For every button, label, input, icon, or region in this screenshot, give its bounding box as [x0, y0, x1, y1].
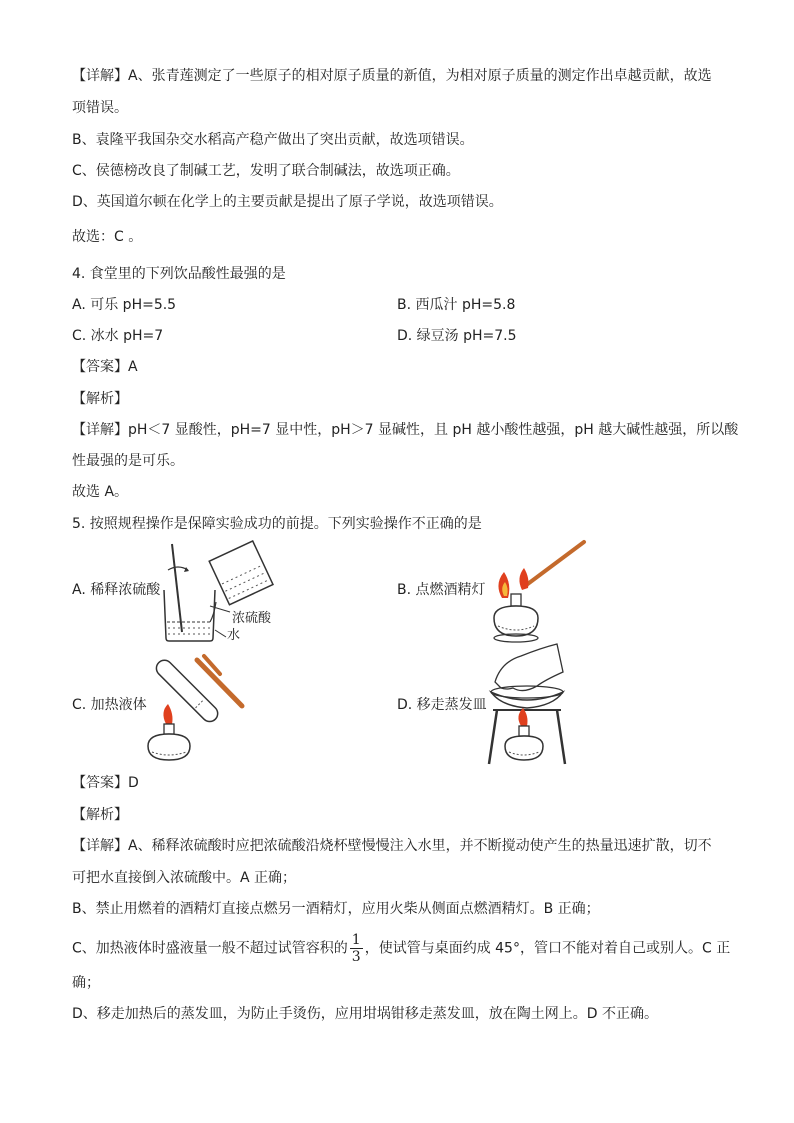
- q5-analysis-heading: 【解析】: [72, 807, 128, 823]
- figure-heat-liquid: [142, 648, 247, 763]
- lamp-wick-holder: [511, 594, 521, 606]
- text-line: 【详解】A、张青莲测定了一些原子的相对原子质量的新值，为相对原子质量的测定作出卓越贡献，故选: [72, 68, 712, 84]
- q4-option-d: D. 绿豆汤 pH=7.5: [397, 328, 517, 344]
- q5-option-d: D. 移走蒸发皿: [397, 697, 487, 713]
- q4-option-c: C. 冰水 pH=7: [72, 328, 164, 344]
- text-line: 【详解】pH＜7 显酸性，pH=7 显中性，pH＞7 显碱性，且 pH 越小酸性越强，pH 越大碱性越强，所以酸: [72, 422, 739, 438]
- text-line: 确；: [72, 975, 100, 991]
- text-segment: C、加热液体时盛液量一般不超过试管容积的: [72, 940, 348, 957]
- text-line: D、移走加热后的蒸发皿，为防止手烫伤，应用坩埚钳移走蒸发皿，放在陶土网上。D 不正确。: [72, 1006, 659, 1022]
- text-line: C、侯德榜改良了制碱工艺，发明了联合制碱法，故选项正确。: [72, 163, 460, 179]
- question-5-stem: 5. 按照规程操作是保障实验成功的前提。下列实验操作不正确的是: [72, 516, 482, 532]
- text-line: 项错误。: [72, 100, 128, 116]
- figure-dilute-acid: [160, 540, 285, 645]
- evaporating-dish: [491, 692, 563, 708]
- text-line-with-fraction: [72, 932, 730, 965]
- text-line: B、禁止用燃着的酒精灯直接点燃另一酒精灯，应用火柴从侧面点燃酒精灯。B 正确；: [72, 901, 600, 917]
- q4-analysis-heading: 【解析】: [72, 391, 128, 407]
- q4-answer: 【答案】A: [72, 359, 138, 375]
- fraction-denominator: 3: [351, 949, 361, 965]
- alcohol-lamp: [494, 606, 538, 636]
- fraction-one-third: [350, 932, 363, 965]
- acid-container: [209, 541, 273, 605]
- label-water: 水: [227, 628, 241, 643]
- text-line: 【详解】A、稀释浓硫酸时应把浓硫酸沿烧杯壁慢慢注入水里，并不断搅动使产生的热量迅速扩散，切不: [72, 838, 712, 854]
- text-segment: ，使试管与桌面约成 45°，管口不能对着自己或别人。C 正: [364, 940, 731, 957]
- text-line: 故选 A。: [72, 484, 129, 500]
- text-line: B、袁隆平我国杂交水稻高产稳产做出了突出贡献，故选项错误。: [72, 132, 474, 148]
- match-stick: [525, 542, 584, 586]
- test-tube: [153, 657, 221, 725]
- q5-answer: 【答案】D: [72, 775, 139, 791]
- q5-option-c: C. 加热液体: [72, 697, 147, 713]
- q4-option-b: B. 西瓜汁 pH=5.8: [397, 297, 516, 313]
- hand: [495, 644, 563, 691]
- figure-remove-dish: [487, 642, 567, 767]
- fraction-numerator: 1: [351, 932, 361, 948]
- text-line: 可把水直接倒入浓硫酸中。A 正确；: [72, 870, 297, 886]
- figure-light-lamp: [480, 538, 590, 648]
- q4-option-a: A. 可乐 pH=5.5: [72, 297, 177, 313]
- q5-option-b: B. 点燃酒精灯: [397, 582, 486, 598]
- text-line: 性最强的是可乐。: [72, 453, 184, 469]
- text-line: D、英国道尔顿在化学上的主要贡献是提出了原子学说，故选项错误。: [72, 194, 503, 210]
- beaker: [164, 590, 215, 641]
- alcohol-lamp: [148, 734, 190, 760]
- q5-option-a: A. 稀释浓硫酸: [72, 582, 161, 598]
- lamp-flame: [163, 704, 172, 724]
- question-4-stem: 4. 食堂里的下列饮品酸性最强的是: [72, 266, 286, 282]
- text-line: 故选：C 。: [72, 229, 143, 245]
- glass-rod: [172, 544, 182, 632]
- alcohol-lamp: [505, 736, 543, 760]
- match-flame: [519, 568, 528, 590]
- label-concentrated-acid: 浓硫酸: [232, 611, 272, 626]
